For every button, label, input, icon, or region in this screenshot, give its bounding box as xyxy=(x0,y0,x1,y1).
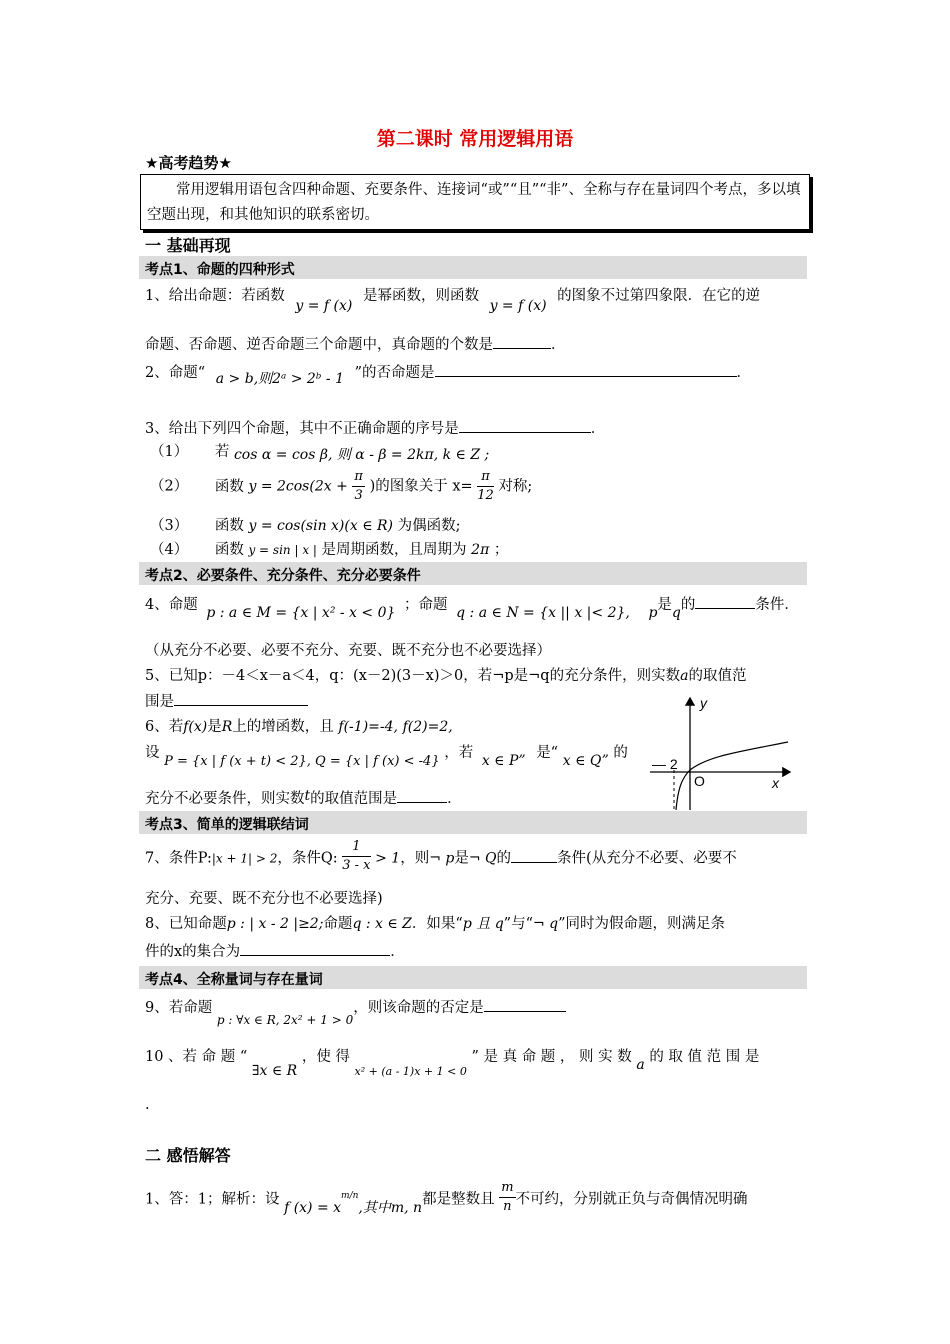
q3-item2-text: 函数 xyxy=(214,478,244,495)
graph-label-origin: O xyxy=(694,773,705,789)
q5-line1 xyxy=(145,664,746,685)
q2-answer-blank[interactable] xyxy=(435,362,737,377)
q7-gt: > 1 xyxy=(375,850,401,867)
q3-item2-num: （2） xyxy=(150,478,189,495)
ans1-num: m xyxy=(499,1179,515,1198)
q6-var-t: t xyxy=(304,788,311,804)
q9-answer-blank[interactable] xyxy=(484,997,566,1012)
q1-formula-1: y = f (x) xyxy=(295,298,353,314)
q8-formula-p: p : | x - 2 |≥2; xyxy=(226,916,324,932)
q6-graph xyxy=(648,690,800,812)
section-answers: 二 感悟解答 xyxy=(145,1146,231,1165)
q7-text-c: ，则 xyxy=(400,850,430,867)
q4-text-a: 4、命题 xyxy=(145,597,198,613)
q3-item4-text-b: 是周期函数，且周期为 xyxy=(321,542,467,558)
page-title: 第二课时 常用逻辑用语 xyxy=(376,128,574,150)
graph-label-x: x xyxy=(772,775,779,791)
q7-text-e: 的 xyxy=(496,850,512,867)
q6-answer-blank[interactable] xyxy=(397,788,447,803)
q3-item1-num: （1） xyxy=(150,444,189,460)
q1-text-c: 的图象不过第四象限．在它的逆 xyxy=(557,288,761,304)
q6-fx: f(x) xyxy=(183,719,208,735)
q8-text-e: ”同时为假命题，则满足条 xyxy=(558,916,726,932)
q6-sets: P = {x | f (x + t) < 2}, Q = {x | f (x) < -4} xyxy=(164,754,440,769)
q3-line xyxy=(145,417,605,438)
q3-item2-num2: π xyxy=(477,468,494,487)
q8-text-g: ． xyxy=(390,944,405,960)
graph-label-minus2: — 2 xyxy=(652,756,678,772)
q7-fraction xyxy=(342,838,370,875)
q8-text-c: ．如果“ xyxy=(411,916,463,932)
q6-line1 xyxy=(145,715,453,736)
q3-item2-text-end: 对称; xyxy=(498,478,533,495)
kp4-heading: 考点4、全称量词与存在量词 xyxy=(145,972,323,988)
q3-item4-period: 2π xyxy=(471,542,490,558)
q7-text-d: 是 xyxy=(454,850,469,867)
q7-num: 1 xyxy=(342,838,370,857)
q1-text-a: 1、给出命题：若函数 xyxy=(145,288,285,304)
q4-line1 xyxy=(145,593,799,621)
q1-answer-blank[interactable] xyxy=(493,334,551,349)
q1-formula-2: y = f (x) xyxy=(489,298,547,314)
q1-text-e: ． xyxy=(551,337,566,353)
q6-var-r: R xyxy=(221,719,233,735)
q4-var-p: p xyxy=(648,605,658,621)
q3-item2 xyxy=(150,468,532,505)
q3-item4-formula: y = sin | x | xyxy=(248,543,317,557)
q2-text-c: ． xyxy=(736,365,752,381)
q8-answer-blank[interactable] xyxy=(240,941,390,956)
q3-item2-formula-a: y = 2cos(2x + xyxy=(248,478,348,495)
q4-var-q: q xyxy=(671,605,681,621)
q7-not-q: ¬ Q xyxy=(468,850,497,867)
q2-text-a: 2、命题“ xyxy=(145,365,206,381)
q7-text-f: 条件(从充分不必要、必要不 xyxy=(557,850,737,867)
ans1-formula: f (x) = x xyxy=(284,1199,342,1216)
q3-item3 xyxy=(150,514,461,535)
q9-text-a: 9、若命题 xyxy=(145,1000,213,1016)
q4-formula-q: q : a ∈ N = {x || x |< 2}, xyxy=(456,605,630,621)
q4-note: （从充分不必要、必要不充分、充要、既不充分也不必要选择） xyxy=(145,643,551,659)
q4-text-c: 是 xyxy=(657,597,672,613)
trend-box xyxy=(140,174,810,230)
kp3-band xyxy=(139,811,807,834)
q8-line2 xyxy=(145,940,405,961)
q10-line1 xyxy=(145,1045,760,1079)
answer1-line xyxy=(145,1181,748,1218)
q3-item4-num: （4） xyxy=(150,542,189,558)
q5-text-b: 的取值范 xyxy=(688,668,747,684)
q4-text-e: 条件． xyxy=(755,597,799,613)
ans1-text-d: 不可约，分别就正负与奇偶情况明确 xyxy=(515,1191,748,1208)
kp3-heading: 考点3、简单的逻辑联结词 xyxy=(145,817,309,833)
kp1-band xyxy=(139,256,807,279)
q3-item1 xyxy=(150,440,489,461)
q8-not-q: ¬ q xyxy=(532,916,559,932)
q3-item2-fraction-2 xyxy=(477,468,494,505)
q7-line2: 充分、充要、既不充分也不必要选择) xyxy=(145,891,383,907)
q8-text-d: ”与“ xyxy=(503,916,533,932)
q6-text-g: 的 xyxy=(613,745,628,761)
q3-item3-text: 函数 xyxy=(214,518,244,534)
q5-answer-blank[interactable] xyxy=(174,691,308,706)
q6-cond-2: x ∈ Q” xyxy=(562,753,609,769)
ans1-den: n xyxy=(503,1199,512,1214)
kp4-band xyxy=(139,966,807,989)
q6-line3 xyxy=(145,787,462,808)
q3-item1-formula: cos α = cos β, 则 α - β = 2kπ, k ∈ Z ; xyxy=(233,447,490,463)
ans1-fraction xyxy=(499,1179,515,1216)
q10-text-a: 10 、若 命 题 “ xyxy=(145,1049,248,1065)
q4-text-d: 的 xyxy=(680,597,696,613)
q1-line2 xyxy=(145,333,566,354)
q7-not-p: ¬ p xyxy=(429,850,455,867)
kp1-heading: 考点1、命题的四种形式 xyxy=(145,262,295,278)
q6-text-a: 6、若 xyxy=(145,719,184,735)
graph-label-y: y xyxy=(700,695,707,711)
q7-formula-p: |x + 1| > 2 xyxy=(211,851,278,866)
q10-var-a: a xyxy=(636,1057,645,1073)
q7-line1 xyxy=(145,840,737,877)
q9-formula: p : ∀x ∈ R, 2x² + 1 > 0 xyxy=(216,1013,354,1027)
q8-formula-q: q : x ∈ Z xyxy=(352,916,412,932)
q3-text-b: ． xyxy=(590,421,606,437)
q7-text-b: ，条件Q: xyxy=(277,850,338,867)
q4-answer-blank[interactable] xyxy=(695,594,755,609)
q7-answer-blank[interactable] xyxy=(511,848,557,863)
q4-formula-p: p : a ∈ M = {x | x² - x < 0} xyxy=(206,605,396,621)
q2-text-b: ”的否命题是 xyxy=(354,365,435,381)
q3-text-a: 3、给出下列四个命题，其中不正确命题的序号是 xyxy=(145,421,459,437)
q6-value-1: f(-1)=-4, xyxy=(338,719,398,735)
q10-exists: ∃x ∈ R xyxy=(251,1063,298,1079)
q1-text-b: 是幂函数，则函数 xyxy=(362,288,479,304)
q10-text-b: ，使 得 xyxy=(301,1049,350,1065)
q3-item4-text: 函数 xyxy=(214,542,244,558)
q7-text-a: 7、条件P: xyxy=(145,850,212,867)
q2-formula: a > b,则2ᵃ > 2ᵇ - 1 xyxy=(215,371,344,387)
q6-text-h: 充分不必要条件，则实数 xyxy=(145,791,305,807)
q5-text-a: 5、已知p：－4＜x－a＜4，q：(x－2)(3－x)＞0，若¬p是¬q的充分条件，则实数 xyxy=(145,668,681,684)
q8-text-f: 件的x的集合为 xyxy=(145,944,241,960)
q3-item2-den1: 3 xyxy=(354,488,363,503)
q9-text-b: ，则该命题的否定是 xyxy=(353,1000,484,1016)
q10-line2: . xyxy=(145,1097,150,1113)
q6-value-2: f(2)=2, xyxy=(402,719,453,735)
q8-line1 xyxy=(145,912,725,933)
q8-text-a: 8、已知命题 xyxy=(145,916,227,932)
q8-p-and-q: p 且 q xyxy=(462,916,504,932)
q6-text-i: 的取值范围是 xyxy=(310,791,398,807)
q10-text-d: 的 取 值 范 围 是 xyxy=(649,1049,760,1065)
q3-item3-num: （3） xyxy=(150,518,189,534)
q3-item2-num1: π xyxy=(352,468,365,487)
q5-var-a: a xyxy=(680,668,689,684)
q5-text-c: 围是 xyxy=(145,694,174,710)
q5-line2 xyxy=(145,690,308,711)
trend-heading: ★高考趋势★ xyxy=(145,154,232,172)
q6-text-f: 是“ xyxy=(536,745,559,761)
q8-text-b: 命题 xyxy=(323,916,353,932)
kp2-heading: 考点2、必要条件、充分条件、充分必要条件 xyxy=(145,568,421,584)
q3-item4 xyxy=(150,538,508,559)
q6-cond-1: x ∈ P” xyxy=(481,753,526,769)
q1-text-d: 命题、否命题、逆否命题三个命题中，真命题的个数是 xyxy=(145,337,493,353)
q3-item1-text: 若 xyxy=(214,444,230,460)
q4-text-b: ；命题 xyxy=(404,597,448,613)
q3-item2-formula-b: )的图象关于 x= xyxy=(369,478,473,495)
q6-text-b: 是 xyxy=(207,719,222,735)
q3-item2-fraction-1 xyxy=(352,468,365,505)
ans1-text-c: 都是整数且 xyxy=(422,1191,495,1208)
q3-item4-text-end: ； xyxy=(493,542,509,558)
q3-answer-blank[interactable] xyxy=(459,418,591,433)
q1-line1 xyxy=(145,284,761,314)
kp2-band xyxy=(139,562,807,585)
q7-den: 3 - x xyxy=(342,858,371,873)
q2-line xyxy=(145,361,752,387)
q6-text-e: ，若 xyxy=(444,745,474,761)
q3-item3-text-end: 为偶函数; xyxy=(397,518,461,534)
trend-text: 常用逻辑用语包含四种命题、充要条件、连接词“或”“且”“非”、全称与存在量词四个考点，多以填空题出现，和其他知识的联系密切。 xyxy=(147,182,801,223)
q10-text-c: ” 是 真 命 题 ， 则 实 数 xyxy=(471,1049,632,1065)
section-basic: 一 基础再现 xyxy=(145,236,231,255)
q6-text-c: 上的增函数，且 xyxy=(232,719,334,735)
ans1-exponent: m/n xyxy=(341,1190,359,1201)
q10-inequality: x² + (a - 1)x + 1 < 0 xyxy=(354,1065,467,1078)
q3-item2-den2: 12 xyxy=(477,488,494,503)
q3-item3-formula: y = cos(sin x)(x ∈ R) xyxy=(248,518,394,534)
ans1-text-a: 1、答：1；解析：设 xyxy=(145,1191,280,1208)
q6-line2 xyxy=(145,741,628,769)
ans1-text-b: ,其中m, n xyxy=(358,1199,423,1216)
q6-text-d: 设 xyxy=(145,745,160,761)
q6-text-j: ． xyxy=(447,791,462,807)
